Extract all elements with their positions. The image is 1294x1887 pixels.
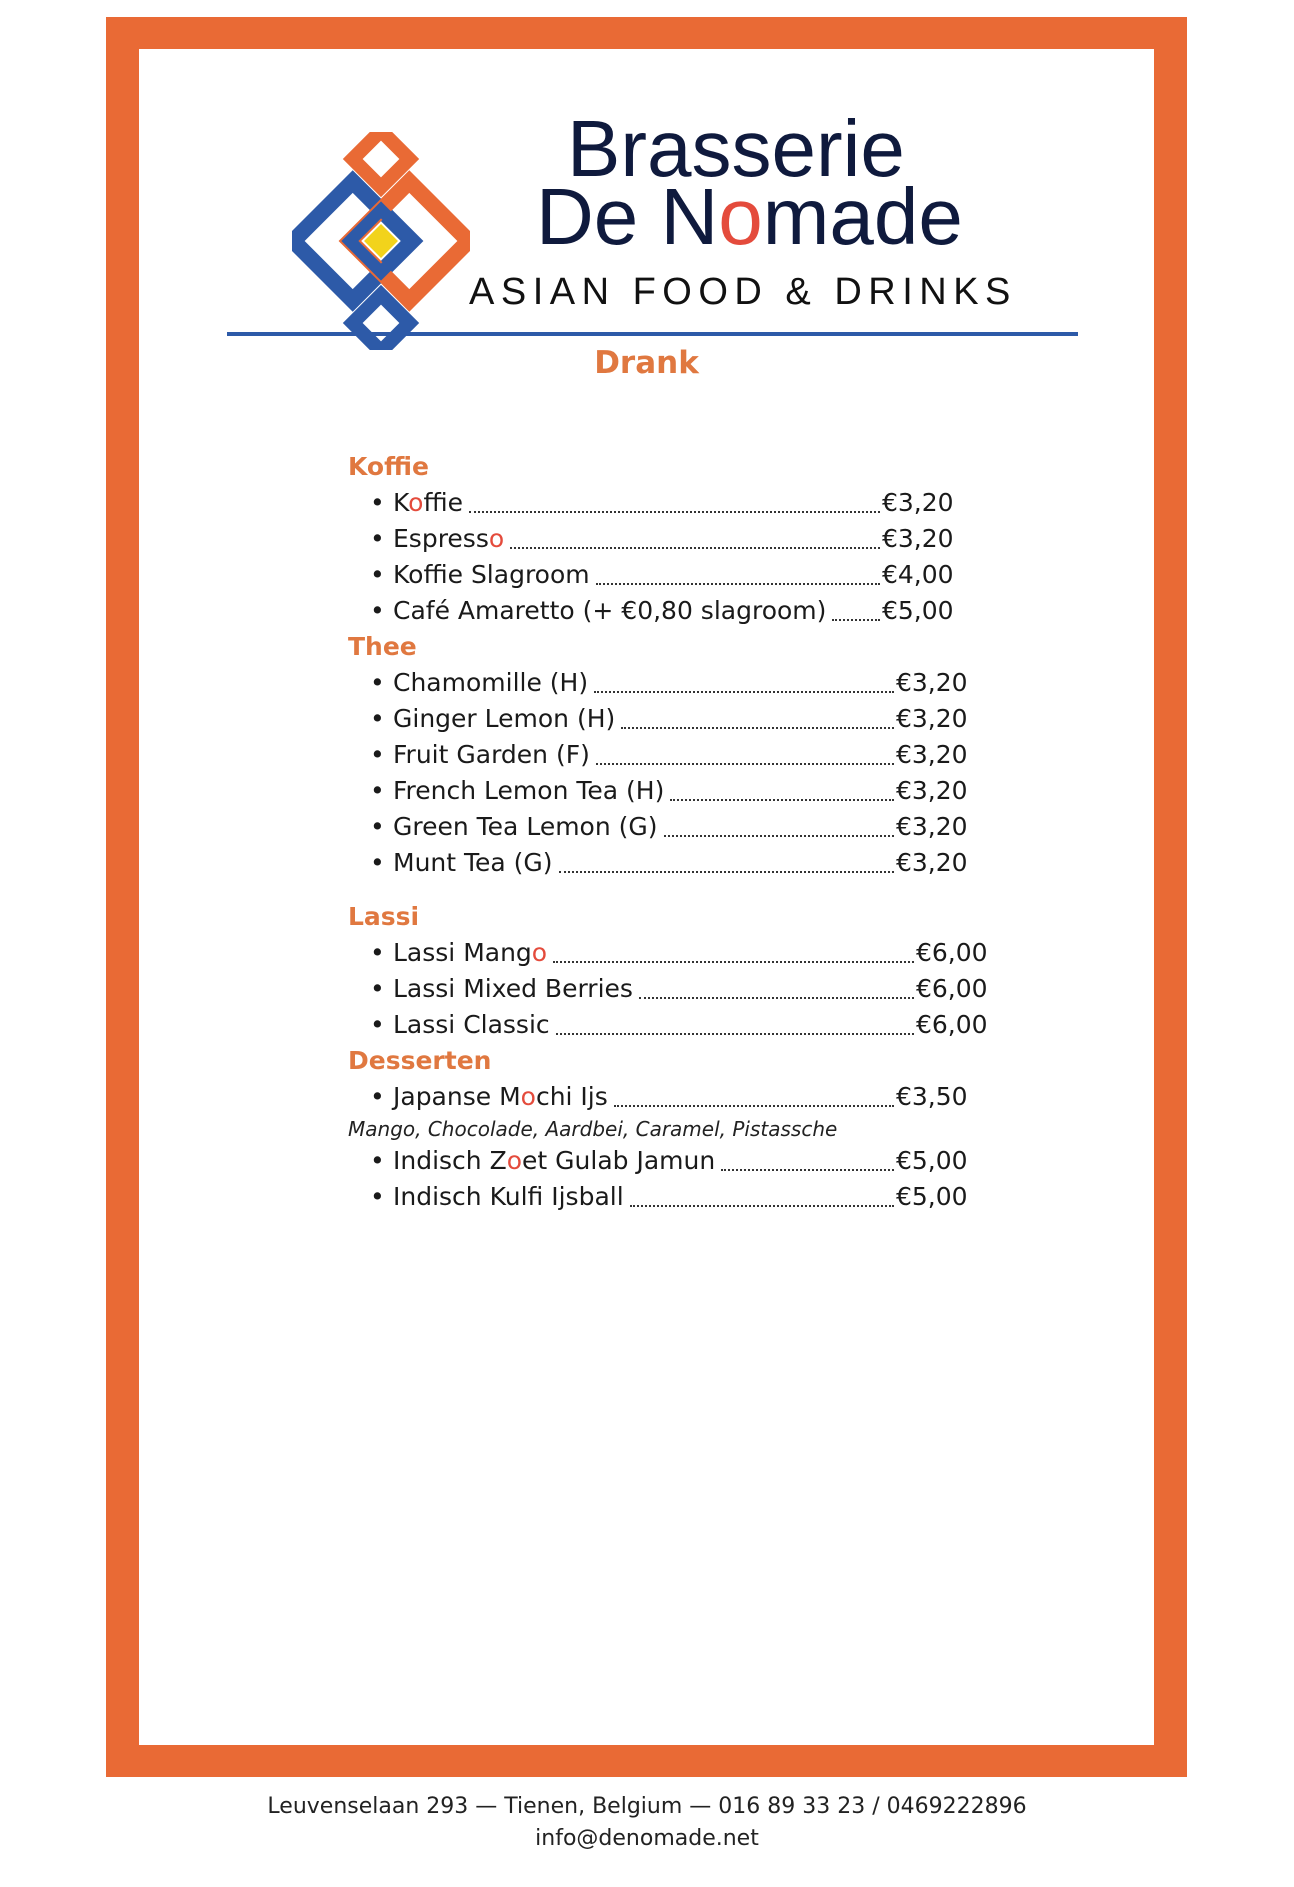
item-price: €5,00: [896, 1182, 968, 1211]
tagline: ASIAN FOOD & DRINKS: [469, 271, 1017, 313]
category-heading: Thee: [348, 632, 417, 661]
item-price: €4,00: [882, 560, 954, 589]
item-price: €3,20: [896, 776, 968, 805]
item-price: €3,20: [896, 668, 968, 697]
section-title: Drank: [594, 345, 699, 381]
dot-leader: [594, 665, 894, 693]
bullet-icon: •: [370, 560, 385, 589]
menu-frame: [106, 17, 1187, 1777]
dot-leader: [639, 971, 914, 999]
category-gap: [348, 881, 837, 899]
item-price: €3,20: [882, 524, 954, 553]
dot-leader: [832, 593, 880, 621]
bullet-icon: •: [370, 1082, 385, 1111]
dot-leader: [596, 557, 880, 585]
menu-item: [348, 935, 988, 971]
menu-item: [348, 701, 968, 737]
menu-item: [348, 521, 954, 557]
item-price: €6,00: [916, 974, 988, 1003]
item-name: Ginger Lemon (H): [393, 704, 616, 733]
menu-list: [348, 449, 988, 1215]
item-price: €5,00: [896, 1146, 968, 1175]
footer-address: Leuvenselaan 293 — Tienen, Belgium — 016 89 33 23 / 0469222896: [267, 1794, 1027, 1819]
bullet-icon: •: [370, 974, 385, 1003]
menu-item: [348, 1079, 968, 1115]
item-name: Espresso: [393, 524, 505, 553]
bullet-icon: •: [370, 776, 385, 805]
bullet-icon: •: [370, 1146, 385, 1175]
dot-leader: [664, 809, 894, 837]
item-price: €3,20: [896, 812, 968, 841]
item-price: €6,00: [916, 938, 988, 967]
endless-knot-logo-icon: [292, 132, 470, 350]
bullet-icon: •: [370, 596, 385, 625]
menu-item: [348, 1179, 968, 1215]
menu-item: [348, 737, 968, 773]
item-name: Lassi Mango: [393, 938, 548, 967]
dot-leader: [469, 485, 880, 513]
bullet-icon: •: [370, 668, 385, 697]
menu-sheet: [139, 49, 1154, 1745]
bullet-icon: •: [370, 488, 385, 517]
item-name: Munt Tea (G): [393, 848, 553, 877]
bullet-icon: •: [370, 1182, 385, 1211]
bullet-icon: •: [370, 1010, 385, 1039]
item-name: Koffie: [393, 488, 464, 517]
item-name: Japanse Mochi Ijs: [393, 1082, 608, 1111]
menu-item: [348, 485, 954, 521]
item-name: Lassi Mixed Berries: [393, 974, 633, 1003]
item-price: €6,00: [916, 1010, 988, 1039]
dot-leader: [621, 701, 894, 729]
item-price: €3,20: [882, 488, 954, 517]
dot-leader: [556, 1007, 914, 1035]
menu-item: [348, 665, 968, 701]
menu-item: [348, 845, 968, 881]
item-name: French Lemon Tea (H): [393, 776, 665, 805]
menu-item: [348, 971, 988, 1007]
dot-leader: [630, 1179, 894, 1207]
item-price: €3,50: [896, 1082, 968, 1111]
menu-item: [348, 1143, 968, 1179]
brand-name-line1: Brasserie: [567, 104, 905, 193]
item-name: Koffie Slagroom: [393, 560, 590, 589]
dot-leader: [553, 935, 914, 963]
bullet-icon: •: [370, 740, 385, 769]
bullet-icon: •: [370, 524, 385, 553]
item-name: Fruit Garden (F): [393, 740, 590, 769]
item-price: €3,20: [896, 704, 968, 733]
item-name: Indisch Zoet Gulab Jamun: [393, 1146, 716, 1175]
bullet-icon: •: [370, 812, 385, 841]
dot-leader: [559, 845, 894, 873]
footer-email: info@denomade.net: [535, 1826, 759, 1851]
category-heading: Lassi: [348, 902, 420, 931]
dot-leader: [670, 773, 894, 801]
item-price: €3,20: [896, 740, 968, 769]
header-divider: [227, 332, 1078, 336]
brand-name-line2: De Nomade: [536, 172, 963, 261]
bullet-icon: •: [370, 704, 385, 733]
category-heading: Desserten: [348, 1046, 492, 1075]
item-name: Chamomille (H): [393, 668, 589, 697]
category-heading: Koffie: [348, 452, 429, 481]
menu-item: [348, 557, 954, 593]
item-name: Green Tea Lemon (G): [393, 812, 658, 841]
dot-leader: [596, 737, 894, 765]
dot-leader: [721, 1143, 894, 1171]
item-name: Indisch Kulfi Ijsball: [393, 1182, 624, 1211]
item-name: Lassi Classic: [393, 1010, 550, 1039]
menu-item: [348, 1007, 988, 1043]
dot-leader: [510, 521, 880, 549]
bullet-icon: •: [370, 938, 385, 967]
menu-item: [348, 773, 968, 809]
bullet-icon: •: [370, 848, 385, 877]
item-price: €5,00: [882, 596, 954, 625]
item-price: €3,20: [896, 848, 968, 877]
menu-item: [348, 809, 968, 845]
item-name: Café Amaretto (+ €0,80 slagroom): [393, 596, 827, 625]
item-note: Mango, Chocolade, Aardbei, Caramel, Pistassche: [348, 1117, 838, 1141]
dot-leader: [614, 1079, 894, 1107]
menu-item: [348, 593, 954, 629]
